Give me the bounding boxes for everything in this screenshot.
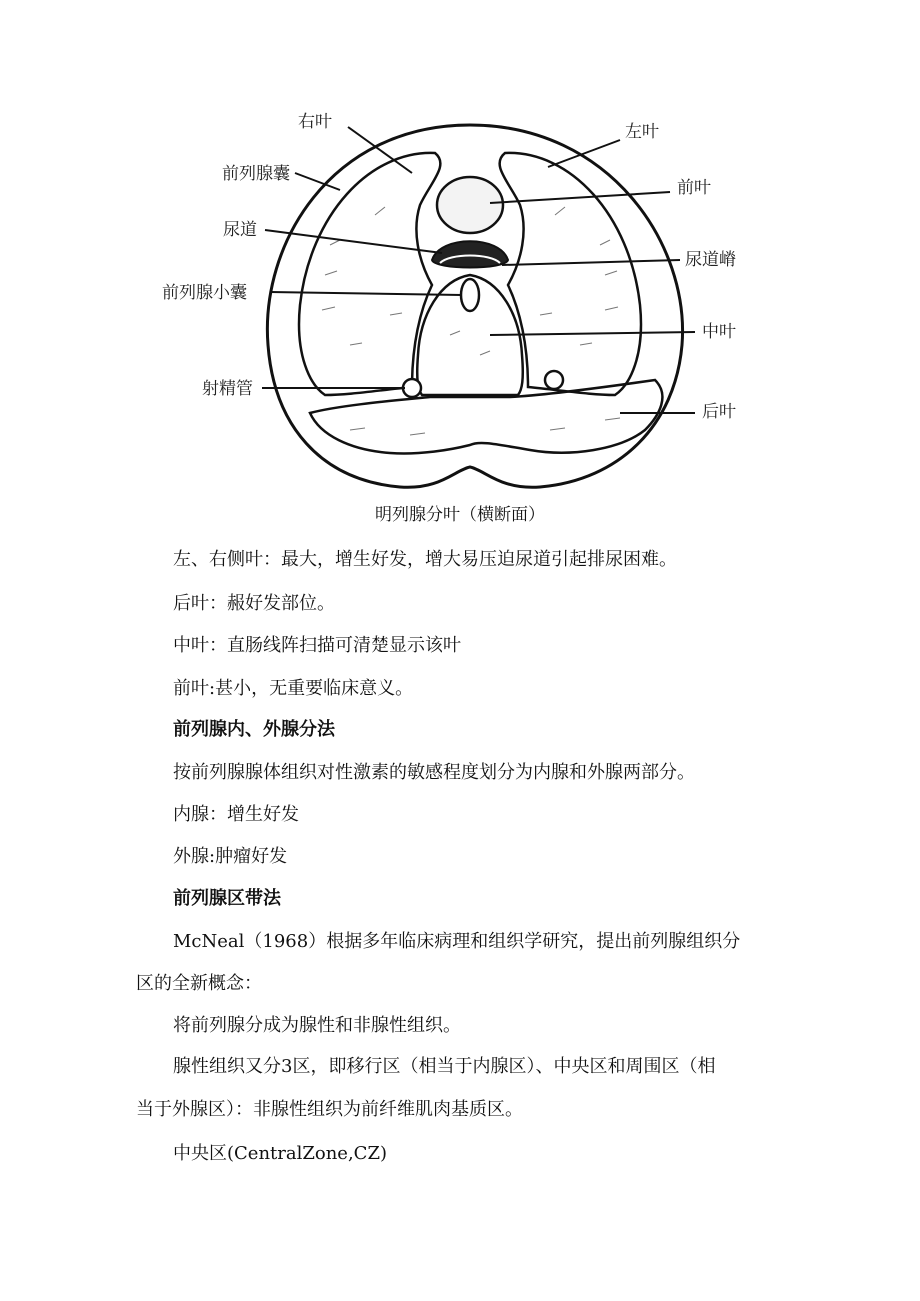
label-utricle: 前列腺小囊 xyxy=(162,283,247,303)
paragraph-posterior-lobe: 后叶：赧好发部位。 xyxy=(173,593,335,614)
paragraph-middle-lobe: 中叶：直肠线阵扫描可清楚显示该叶 xyxy=(173,635,461,656)
utricle-shape xyxy=(461,279,479,311)
label-posterior-lobe: 后叶 xyxy=(702,402,736,422)
paragraph-gland-division: 按前列腺腺体组织对性激素的敏感程度划分为内腺和外腺两部分。 xyxy=(173,762,695,783)
label-ejaculatory-duct: 射精管 xyxy=(202,379,253,399)
label-middle-lobe: 中叶 xyxy=(702,322,736,342)
left-lobe-shape xyxy=(500,153,641,395)
ejaculatory-duct-right xyxy=(403,379,421,397)
posterior-lobe-shape xyxy=(310,380,662,453)
label-left-lobe: 左叶 xyxy=(625,122,659,142)
label-anterior-lobe: 前叶 xyxy=(677,178,711,198)
leader-lines xyxy=(262,127,695,413)
label-urethra: 尿道 xyxy=(223,220,257,240)
figure-caption: 明列腺分叶（横断面） xyxy=(375,505,545,525)
paragraph-inner-gland: 内腺：增生好发 xyxy=(173,804,299,825)
label-right-lobe: 右叶 xyxy=(298,112,332,132)
label-capsule: 前列腺囊 xyxy=(222,164,290,184)
urethra-shape xyxy=(432,241,508,267)
heading-zonal-method: 前列腺区带法 xyxy=(173,888,281,909)
paragraph-lateral-lobes: 左、右侧叶：最大，增生好发，增大易压迫尿道引起排尿困难。 xyxy=(173,549,677,570)
label-urethral-crest: 尿道嵴 xyxy=(685,250,736,270)
paragraph-glandular-zones-line2: 当于外腺区）：非腺性组织为前纤维肌肉基质区。 xyxy=(136,1099,523,1120)
paragraph-outer-gland: 外腺:肿瘤好发 xyxy=(173,846,288,867)
paragraph-central-zone: 中央区(CentralZone,CZ) xyxy=(173,1143,387,1164)
prostate-cross-section-svg xyxy=(150,95,790,505)
paragraph-mcneal-line2: 区的全新概念： xyxy=(136,973,262,994)
ejaculatory-duct-left xyxy=(545,371,563,389)
paragraph-tissue-types: 将前列腺分成为腺性和非腺性组织。 xyxy=(173,1015,461,1036)
anterior-lobe-shape xyxy=(437,177,503,233)
heading-inner-outer-gland: 前列腺内、外腺分法 xyxy=(173,719,335,740)
prostate-lobes-diagram xyxy=(150,95,790,505)
paragraph-mcneal-line1: McNeal（1968）根据多年临床病理和组织学研究，提出前列腺组织分 xyxy=(173,931,741,952)
paragraph-anterior-lobe: 前叶:甚小，无重要临床意义。 xyxy=(173,678,414,699)
paragraph-glandular-zones-line1: 腺性组织又分3区，即移行区（相当于内腺区）、中央区和周围区（相 xyxy=(173,1056,716,1077)
